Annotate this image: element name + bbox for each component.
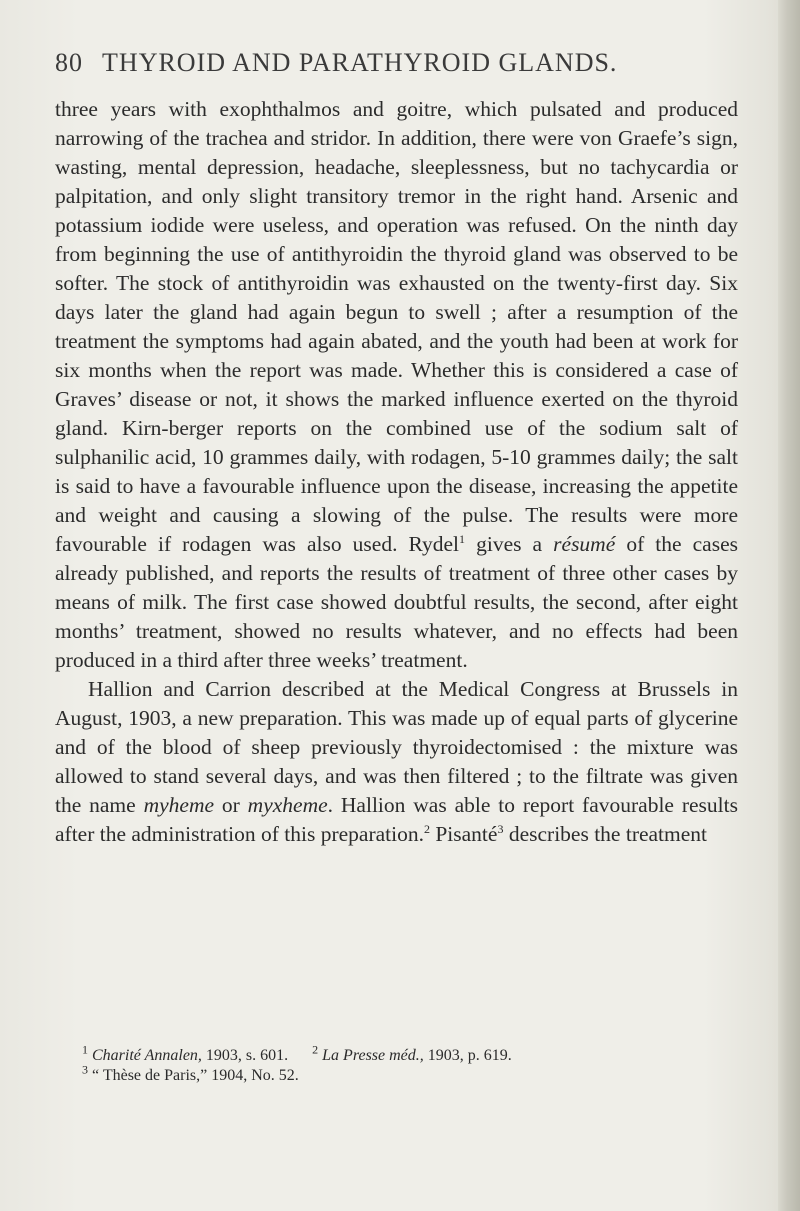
- italic-term: myheme: [143, 793, 215, 817]
- footnote-text: “ Thèse de Paris,” 1904, No. 52.: [92, 1067, 299, 1084]
- footnote-2: [312, 1042, 512, 1064]
- footnote-source: La Presse méd.,: [322, 1047, 424, 1064]
- text-run: gives a: [465, 532, 554, 556]
- text-run: Pisanté: [429, 822, 498, 846]
- footnote-reference: 2: [423, 821, 430, 836]
- footnote-3: [82, 1062, 299, 1084]
- footnote-source: Charité Annalen,: [92, 1047, 202, 1064]
- footnote-line: [55, 1042, 738, 1066]
- text-run: . Hallion was able to report favourable results after the administration of this preparation.: [55, 793, 738, 846]
- text-run: of the cases already published, and reports the results of treatment of three other cases by means of milk. The first case showed doubtful results, the second, after eight months’ treatment, showed no results whatever, and no effects had been produced in a third after three weeks’ treatment.: [55, 532, 738, 672]
- running-title: THYROID AND PARATHYROID GLANDS.: [102, 48, 618, 77]
- footnote-marker: 1: [82, 1042, 88, 1057]
- text-run: Hallion and Carrion described at the Medical Congress at Brussels in August, 1903, a new preparation. This was made up of equal parts of glycerine and of the blood of sheep previously thyroidectomised : the mixture was allowed to stand several days, and was then filtered ; to the filtrate was given the name: [55, 677, 738, 817]
- footnote-reference: 1: [459, 531, 466, 546]
- footnotes: [55, 1042, 738, 1086]
- italic-term: résumé: [553, 532, 616, 556]
- text-run: three years with exophthalmos and goitre, which pulsated and produced narrowing of the trachea and stridor. In addition, there were von Graefe’s sign, wasting, mental depression, headache, sleeplessness, but no tachycardia or palpitation, and only slight transitory tremor in the right hand. Arsenic and potassium iodide were useless, and operation was refused. On the ninth day from beginning the use of antithyroidin the thyroid gland was observed to be softer. The stock of antithyroidin was exhausted on the twenty-first day. Six days later the gland had again begun to swell ; after a resumption of the treatment the symptoms had again abated, and the youth had been at work for six months when the report was made. Whether this is considered a case of Graves’ disease or not, it shows the marked influence exerted on the thyroid gland. Kirn-berger reports on the combined use of the sodium salt of sulphanilic acid, 10 grammes daily, with rodagen, 5-10 grammes daily; the salt is said to have a favourable influence upon the disease, increasing the appetite and weight and causing a slowing of the pulse. The results were more favourable if rodagen was also used. Rydel: [55, 97, 738, 556]
- footnote-reference: 3: [497, 821, 504, 836]
- footnote-1: [82, 1042, 292, 1064]
- footnote-line: [55, 1062, 738, 1086]
- text-run: describes the treatment: [503, 822, 708, 846]
- body-text: [55, 95, 738, 849]
- footnote-marker: 2: [312, 1042, 319, 1057]
- footnote-ref: 1903, s. 601.: [201, 1047, 289, 1064]
- paragraph: [55, 95, 738, 675]
- footnote-marker: 3: [82, 1062, 88, 1077]
- page-edge-shadow: [778, 0, 800, 1211]
- footnote-ref: 1903, p. 619.: [423, 1047, 512, 1064]
- italic-term: myxheme: [247, 793, 328, 817]
- text-run: or: [214, 793, 248, 817]
- paragraph: [55, 675, 738, 849]
- running-header: [55, 48, 715, 78]
- page-number: 80: [55, 48, 83, 77]
